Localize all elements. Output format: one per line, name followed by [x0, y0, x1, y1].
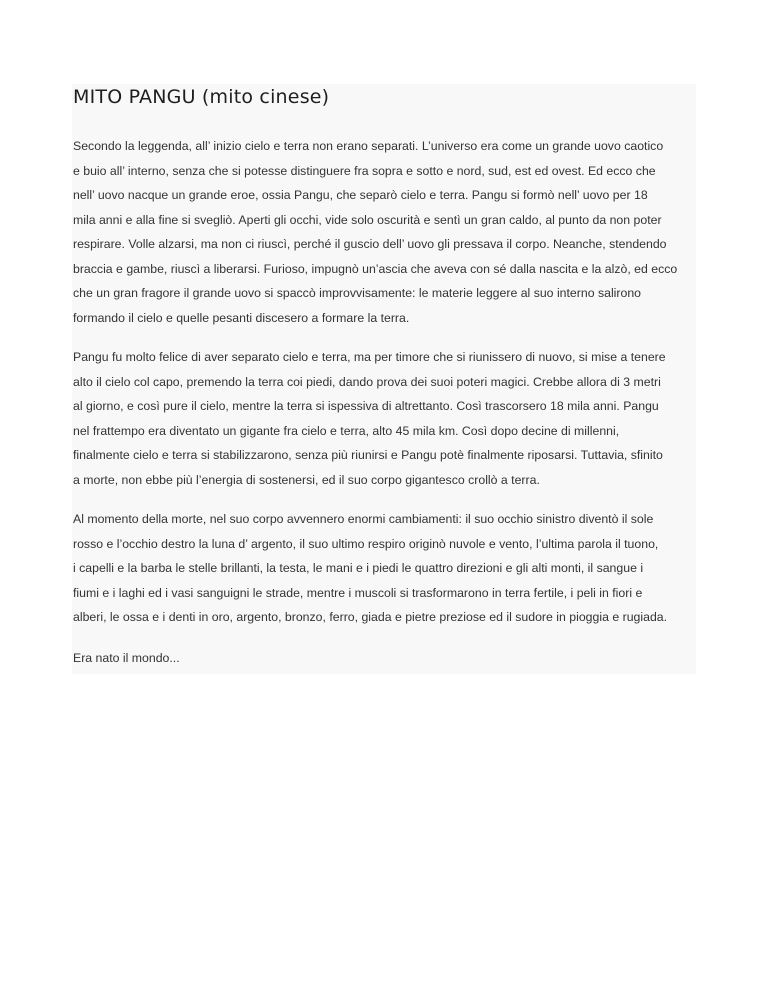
text-line: che un gran fragore il grande uovo si spaccò improvvisamente: le materie leggere al suo interno salirono [73, 286, 642, 300]
text-line: alto il cielo col capo, premendo la terra coi piedi, dando prova dei suoi poteri magici. Crebbe allora di 3 metri [73, 374, 661, 389]
text-line: Secondo la leggenda, all’ inizio cielo e terra non erano separati. L’universo era come un grande uovo caotico [73, 139, 664, 153]
text-line: finalmente cielo e terra si stabilizzarono, senza più riunirsi e Pangu potè finalmente riposarsi. Tuttavia, sfinito [73, 448, 663, 462]
text-line: i capelli e la barba le stelle brillanti, la testa, le mani e i piedi le quattro direzioni e gli alti monti, il sangue i [73, 561, 644, 575]
text-line: e buio all’ interno, senza che si potesse distinguere fra sopra e sotto e nord, sud, est ed ovest. Ed ecco che [73, 163, 656, 178]
text-line: nel frattempo era diventato un gigante fra cielo e terra, alto 45 mila km. Così dopo decine di millenni, [73, 423, 620, 438]
text-line: Era nato il mondo... [73, 651, 180, 665]
text-line: alberi, le ossa e i denti in oro, argento, bronzo, ferro, giada e pietre preziose ed il sudore in pioggia e rugiada. [73, 610, 668, 624]
paragraph-2 [73, 345, 703, 492]
text-line: mila anni e alla fine si svegliò. Aperti gli occhi, vide solo oscurità e sentì un gran caldo, al punto da non poter [73, 212, 662, 227]
paragraph-3 [73, 507, 703, 630]
text-line: a morte, non ebbe più l’energia di sostenersi, ed il suo corpo gigantesco crollò a terra. [73, 472, 540, 487]
paragraph-4 [73, 646, 703, 671]
text-line: nell’ uovo nacque un grande eroe, ossia Pangu, che separò cielo e terra. Pangu si formò nell’ uovo per 18 [73, 188, 648, 202]
text-line: formando il cielo e quelle pesanti discesero a formare la terra. [73, 310, 410, 325]
text-line: Al momento della morte, nel suo corpo avvennero enormi cambiamenti: il suo occhio sinistro diventò il sole [73, 512, 654, 526]
text-line: fiumi e i laghi ed i vasi sanguigni le strade, mentre i muscoli si trasformarono in terra fertile, i peli in fiori e [73, 585, 643, 600]
text-line: respirare. Volle alzarsi, ma non ci riuscì, perché il guscio dell’ uovo gli pressava il corpo. Neanche, stendendo [73, 237, 667, 251]
paragraph-1 [73, 134, 703, 330]
text-line: braccia e gambe, riuscì a liberarsi. Furioso, impugnò un’ascia che aveva con sé dalla nascita e la alzò, ed ecco [73, 261, 678, 276]
document-title: MITO PANGU (mito cinese) [73, 86, 330, 108]
text-line: Pangu fu molto felice di aver separato cielo e terra, ma per timore che si riunissero di nuovo, si mise a tenere [73, 350, 666, 364]
text-line: rosso e l’occhio destro la luna d’ argento, il suo ultimo respiro originò nuvole e vento, l’ultima parola il tuono, [73, 536, 659, 551]
text-line: al giorno, e così pure il cielo, mentre la terra si ispessiva di altrettanto. Così trascorsero 18 mila anni. Pangu [73, 399, 659, 413]
